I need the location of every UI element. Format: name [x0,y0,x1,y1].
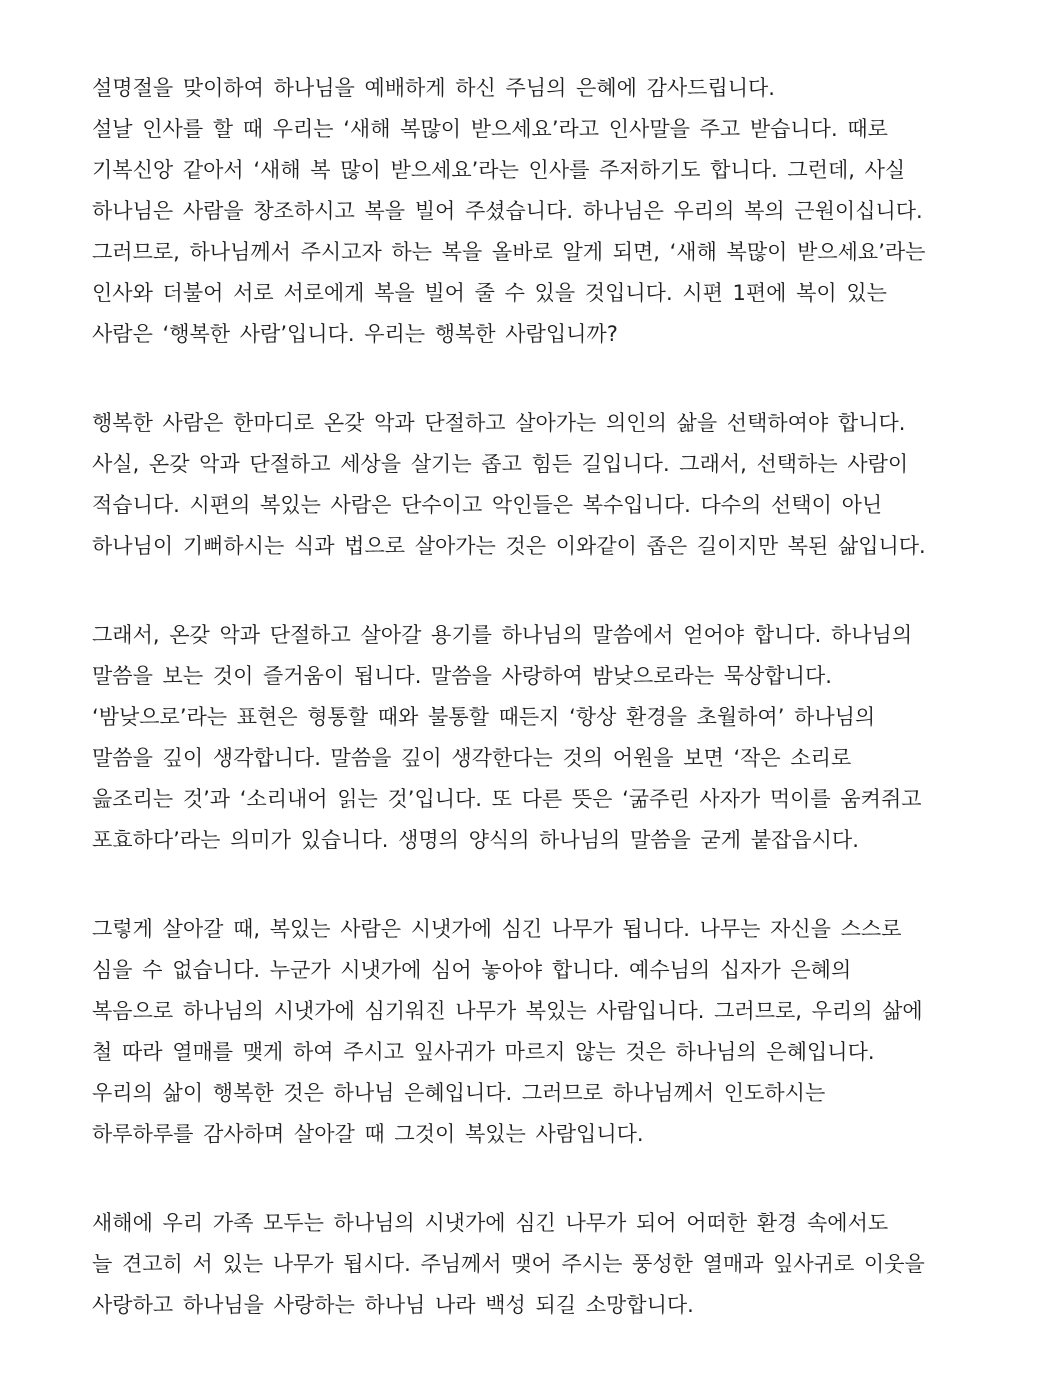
text-line: 읊조리는 것’과 ‘소리내어 읽는 것’입니다. 또 다른 뜻은 ‘굶주린 사자가 먹이를 움켜쥐고 [92,787,922,811]
text-line: 말씀을 깊이 생각합니다. 말씀을 깊이 생각한다는 것의 어원을 보면 ‘작은 소리로 [92,746,852,770]
text-line: 말씀을 보는 것이 즐거움이 됩니다. 말씀을 사랑하여 밤낮으로라는 묵상합니다. [92,664,832,688]
text-line: 인사와 더불어 서로 서로에게 복을 빌어 줄 수 있을 것입니다. 시편 1편에 복이 있는 [92,281,887,305]
text-line: 사람은 ‘행복한 사람’입니다. 우리는 행복한 사람입니까? [92,322,618,346]
text-line: 설날 인사를 할 때 우리는 ‘새해 복많이 받으세요’라고 인사말을 주고 받습니다. 때로 [92,117,888,141]
text-line: 포효하다’라는 의미가 있습니다. 생명의 양식의 하나님의 말씀을 굳게 붙잡읍시다. [92,828,859,852]
text-line: 행복한 사람은 한마디로 온갖 악과 단절하고 살아가는 의인의 삶을 선택하여야 합니다. [92,411,906,435]
text-line: 하루하루를 감사하며 살아갈 때 그것이 복있는 사람입니다. [92,1122,644,1146]
text-line: 적습니다. 시편의 복있는 사람은 단수이고 악인들은 복수입니다. 다수의 선택이 아닌 [92,493,883,517]
text-line: 철 따라 열매를 맺게 하여 주시고 잎사귀가 마르지 않는 것은 하나님의 은혜입니다. [92,1040,875,1064]
text-line: 사실, 온갖 악과 단절하고 세상을 살기는 좁고 힘든 길입니다. 그래서, 선택하는 사람이 [92,452,909,476]
text-line: 그러므로, 하나님께서 주시고자 하는 복을 올바로 알게 되면, ‘새해 복많이 받으세요’라는 [92,240,926,264]
text-line: 하나님은 사람을 창조하시고 복을 빌어 주셨습니다. 하나님은 우리의 복의 근원이십니다. [92,199,923,223]
text-line: 복음으로 하나님의 시냇가에 심기워진 나무가 복있는 사람입니다. 그러므로, 우리의 삶에 [92,999,923,1023]
text-line: 그렇게 살아갈 때, 복있는 사람은 시냇가에 심긴 나무가 됩니다. 나무는 자신을 스스로 [92,917,902,941]
paragraph-4 [92,909,1027,1155]
paragraph-5 [92,1203,1027,1326]
paragraph-1 [92,68,1027,355]
text-line: 사랑하고 하나님을 사랑하는 하나님 나라 백성 되길 소망합니다. [92,1293,694,1317]
document-page [92,68,1027,1374]
text-line: 심을 수 없습니다. 누군가 시냇가에 심어 놓아야 합니다. 예수님의 십자가 은혜의 [92,958,852,982]
text-line: ‘밤낮으로’라는 표현은 형통할 때와 불통할 때든지 ‘항상 환경을 초월하여’ 하나님의 [92,705,876,729]
paragraph-3 [92,615,1027,861]
text-line: 그래서, 온갖 악과 단절하고 살아갈 용기를 하나님의 말씀에서 얻어야 합니다. 하나님의 [92,623,913,647]
text-line: 늘 견고히 서 있는 나무가 됩시다. 주님께서 맺어 주시는 풍성한 열매과 잎사귀로 이웃을 [92,1252,925,1276]
text-line: 설명절을 맞이하여 하나님을 예배하게 하신 주님의 은혜에 감사드립니다. [92,76,775,100]
text-line: 기복신앙 같아서 ‘새해 복 많이 받으세요’라는 인사를 주저하기도 합니다. 그런데, 사실 [92,158,906,182]
text-line: 하나님이 기뻐하시는 식과 법으로 살아가는 것은 이와같이 좁은 길이지만 복된 삶입니다. [92,534,926,558]
text-line: 새해에 우리 가족 모두는 하나님의 시냇가에 심긴 나무가 되어 어떠한 환경 속에서도 [92,1211,889,1235]
text-line: 우리의 삶이 행복한 것은 하나님 은혜입니다. 그러므로 하나님께서 인도하시는 [92,1081,826,1105]
paragraph-2 [92,403,1027,567]
